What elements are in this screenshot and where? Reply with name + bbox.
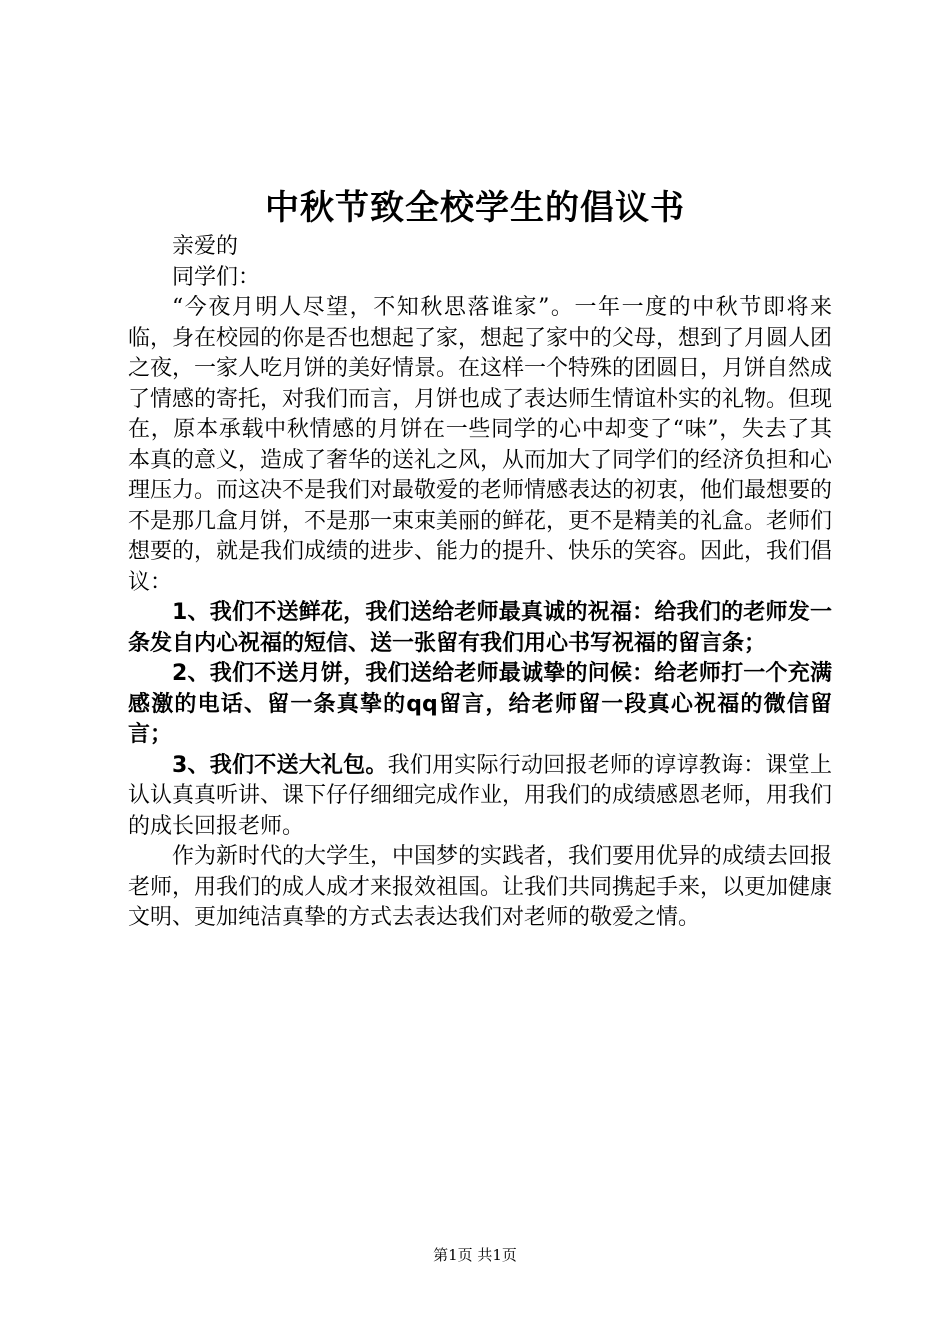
paragraph-intro: “今夜月明人尽望，不知秋思落谁家”。一年一度的中秋节即将来临，身在校园的你是否也想起了家，想起了家中的父母，想到了月圆人团之夜，一家人吃月饼的美好情景。在这样一个特殊的团圆日，月饼自然成了情感的寄托，对我们而言，月饼也成了表达师生情谊朴实的礼物。但现在，原本承载中秋情感的月饼在一些同学的心中却变了“味”，失去了其本真的意义，造成了奢华的送礼之风，从而加大了同学们的经济负担和心理压力。而这决不是我们对最敬爱的老师情感表达的初衷，他们最想要的不是那几盒月饼，不是那一束束美丽的鲜花，更不是精美的礼盒。老师们想要的，就是我们成绩的进步、能力的提升、快乐的笑容。因此，我们倡议： — [128, 295, 833, 595]
salutation-line-2: 同学们： — [172, 264, 261, 290]
proposal-item-1: 1、我们不送鲜花，我们送给老师最真诚的祝福：给我们的老师发一条发自内心祝福的短信、送一张留有我们用心书写祝福的留言条； — [128, 600, 832, 656]
salutation-line-1: 亲爱的 — [172, 234, 239, 259]
proposal-item-3-heading: 3、我们不送大礼包。 — [172, 752, 388, 778]
proposal-item-3 — [128, 751, 832, 843]
page-footer: 第1页 共1页 — [433, 1246, 517, 1264]
proposal-item-3-text: 我们用实际行动回报老师的谆谆教诲：课堂上认认真真听讲、课下仔仔细细完成作业，用我们的成绩感恩老师，用我们的成长回报老师。 — [128, 752, 833, 839]
proposal-item-2: 2、我们不送月饼，我们送给老师最诚挚的问候：给老师打一个充满感激的电话、留一条真挚的qq留言，给老师留一段真心祝福的微信留言； — [128, 661, 832, 747]
paragraph-closing: 作为新时代的大学生，中国梦的实践者，我们要用优异的成绩去回报老师，用我们的成人成才来报效祖国。让我们共同携起手来，以更加健康文明、更加纯洁真挚的方式去表达我们对老师的敬爱之情。 — [128, 844, 833, 930]
document-body — [128, 232, 832, 934]
document-title: 中秋节致全校学生的倡议书 — [265, 188, 685, 228]
